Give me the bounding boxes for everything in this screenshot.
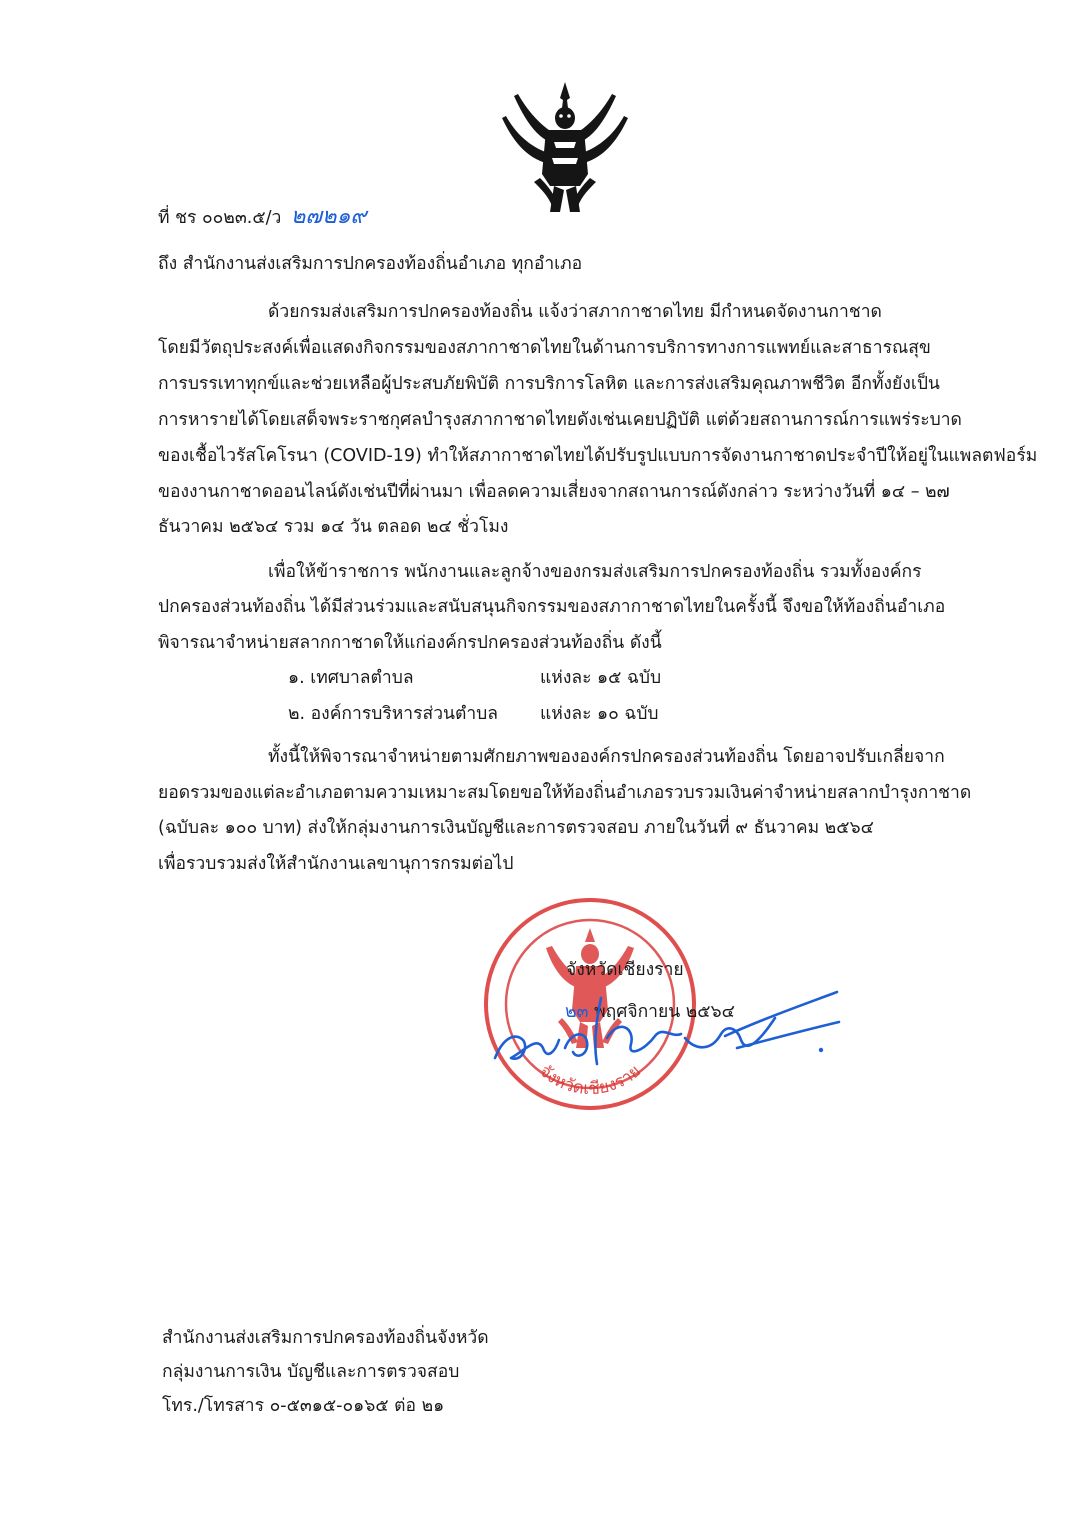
footer-office: สำนักงานส่งเสริมการปกครองท้องถิ่นจังหวัด: [162, 1328, 489, 1348]
para1-line: ธันวาคม ๒๕๖๔ รวม ๑๔ วัน ตลอด ๒๔ ชั่วโมง: [158, 517, 509, 537]
para1-line: การหารายได้โดยเสด็จพระราชกุศลบำรุงสภากาชาดไทยดังเช่นเคยปฏิบัติ แต่ด้วยสถานการณ์การแพร่ระบาด: [158, 410, 962, 430]
para2-line: พิจารณาจำหน่ายสลากกาชาดให้แก่องค์กรปกครองส่วนท้องถิ่น ดังนี้: [158, 633, 662, 653]
list-item-name: ๑. เทศบาลตำบล: [288, 668, 414, 688]
list-item-amount: แห่งละ ๑๐ ฉบับ: [540, 704, 659, 724]
para3-line: ยอดรวมของแต่ละอำเภอตามความเหมาะสมโดยขอให้ท้องถิ่นอำเภอรวบรวมเงินค่าจำหน่ายสลากบำรุงกาชาด: [158, 783, 972, 803]
document-number-handwritten: ๒๗๒๑๙: [290, 204, 367, 229]
signature-date-rest: พฤศจิกายน ๒๕๖๔: [594, 1002, 735, 1022]
para1-line: ด้วยกรมส่งเสริมการปกครองท้องถิ่น แจ้งว่าสภากาชาดไทย มีกำหนดจัดงานกาชาด: [268, 302, 882, 322]
footer-phone: โทร./โทรสาร ๐-๕๓๑๕-๐๑๖๕ ต่อ ๒๑: [162, 1396, 445, 1416]
list-item-name: ๒. องค์การบริหารส่วนตำบล: [288, 704, 499, 724]
recipient-line: ถึง สำนักงานส่งเสริมการปกครองท้องถิ่นอำเภอ ทุกอำเภอ: [158, 254, 583, 274]
para3-line: ทั้งนี้ให้พิจารณาจำหน่ายตามศักยภาพขององค์กรปกครองส่วนท้องถิ่น โดยอาจปรับเกลี่ยจาก: [268, 747, 945, 767]
para1-line: ของเชื้อไวรัสโคโรนา (COVID-19) ทำให้สภากาชาดไทยได้ปรับรูปแบบการจัดงานกาชาดประจำปีให้อยู่ในแพลตฟอร์ม: [158, 446, 1038, 466]
para3-line: เพื่อรวบรวมส่งให้สำนักงานเลขานุการกรมต่อไป: [158, 854, 514, 874]
document-number: [158, 205, 367, 230]
document-number-prefix: ที่ ชร ๐๐๒๓.๕/ว: [158, 208, 282, 228]
signer-name: จังหวัดเชียงราย: [566, 960, 684, 980]
handwritten-signature-icon: [485, 978, 845, 1078]
footer-group: กลุ่มงานการเงิน บัญชีและการตรวจสอบ: [162, 1362, 460, 1382]
para2-line: ปกครองส่วนท้องถิ่น ได้มีส่วนร่วมและสนับสนุนกิจกรรมของสภากาชาดไทยในครั้งนี้ จึงขอให้ท้องถิ่นอำเภอ: [158, 597, 946, 617]
seal-text: จังหวัดเชียงราย: [535, 1061, 645, 1100]
para3-line: (ฉบับละ ๑๐๐ บาท) ส่งให้กลุ่มงานการเงินบัญชีและการตรวจสอบ ภายในวันที่ ๙ ธันวาคม ๒๕๖๔: [158, 818, 874, 838]
garuda-emblem-icon: [494, 78, 636, 220]
list-item-amount: แห่งละ ๑๕ ฉบับ: [540, 668, 662, 688]
para1-line: โดยมีวัตถุประสงค์เพื่อแสดงกิจกรรมของสภากาชาดไทยในด้านการบริการทางการแพทย์และสาธารณสุข: [158, 338, 931, 358]
para2-line: เพื่อให้ข้าราชการ พนักงานและลูกจ้างของกรมส่งเสริมการปกครองท้องถิ่น รวมทั้งองค์กร: [268, 562, 922, 582]
signature-date-day: ๒๓: [565, 1002, 589, 1022]
para1-line: ของงานกาชาดออนไลน์ดังเช่นปีที่ผ่านมา เพื่อลดความเสี่ยงจากสถานการณ์ดังกล่าว ระหว่างวันที่ ๑๔ – ๒๗: [158, 482, 950, 502]
para1-line: การบรรเทาทุกข์และช่วยเหลือผู้ประสบภัยพิบัติ การบริการโลหิต และการส่งเสริมคุณภาพชีวิต อีกทั้งยังเป็น: [158, 374, 940, 394]
